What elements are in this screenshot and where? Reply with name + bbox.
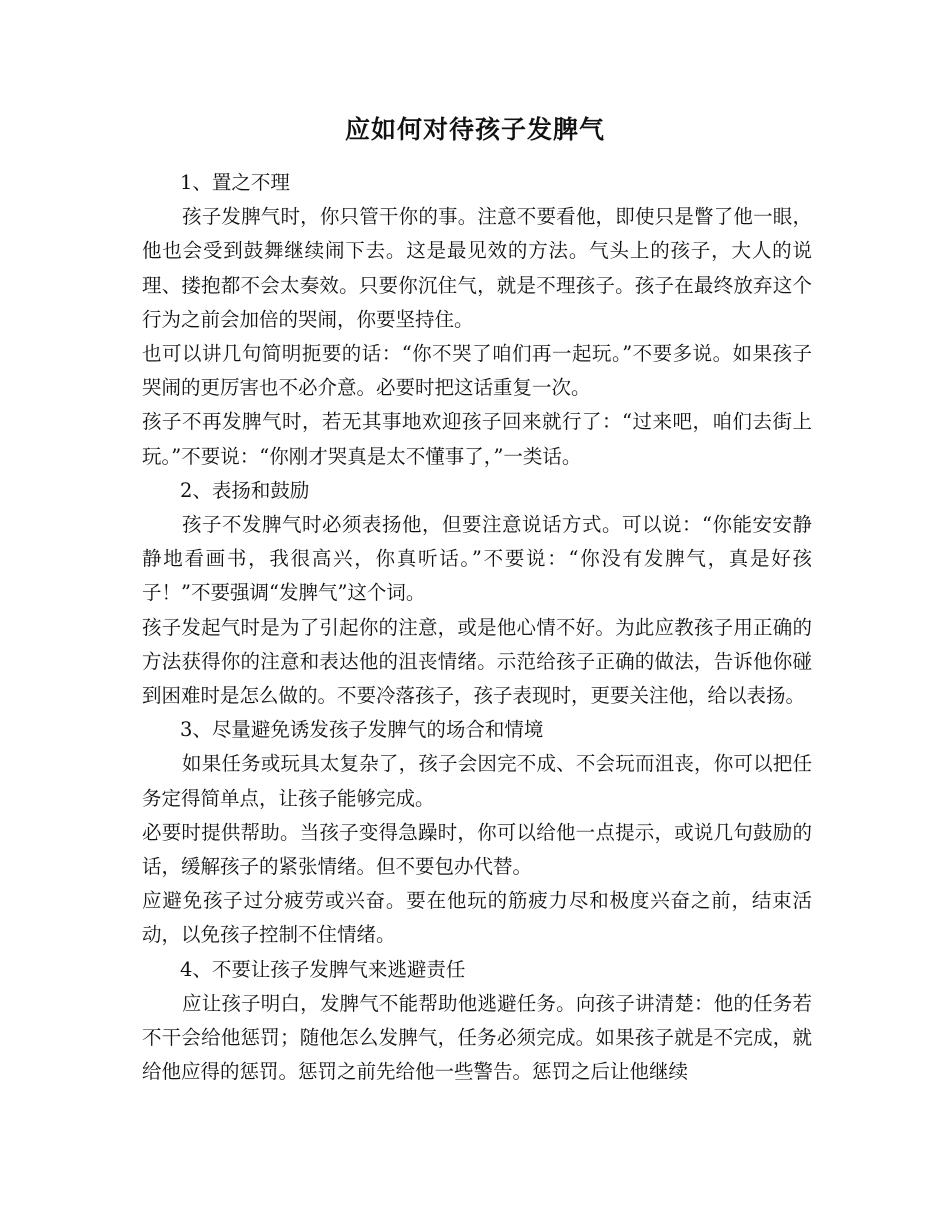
section-heading-3: 3、尽量避免诱发孩子发脾气的场合和情境 [180,718,544,742]
paragraph: 孩子发起气时是为了引起你的注意，或是他心情不好。为此应教孩子用正确的方法获得你的注意和表达他的沮丧情绪。示范给孩子正确的做法，告诉他你碰到困难时是怎么做的。不要冷落孩子，孩子表现时，更要关注他，给以表扬。 [142,615,812,708]
paragraph: 孩子发脾气时，你只管干你的事。注意不要看他，即使只是瞥了他一眼，他也会受到鼓舞继续闹下去。这是最见效的方法。气头上的孩子，大人的说理、搂抱都不会太奏效。只要你沉住气，就是不理孩子。孩子在最终放弃这个行为之前会加倍的哭闹，你要坚持住。 [142,205,812,331]
section-heading-1: 1、置之不理 [180,171,290,194]
document-title: 应如何对待孩子发脾气 [344,115,605,144]
paragraph: 也可以讲几句简明扼要的话：“你不哭了咱们再一起玩。”不要多说。如果孩子哭闹的更厉害也不必介意。必要时把这话重复一次。 [142,342,812,400]
paragraph: 如果任务或玩具太复杂了，孩子会因完不成、不会玩而沮丧，你可以把任务定得简单点，让孩子能够完成。 [142,752,812,810]
paragraph: 必要时提供帮助。当孩子变得急躁时，你可以给他一点提示，或说几句鼓励的话，缓解孩子的紧张情绪。但不要包办代替。 [142,820,812,879]
paragraph: 应避免孩子过分疲劳或兴奋。要在他玩的筋疲力尽和极度兴奋之前，结束活动，以免孩子控制不住情绪。 [142,889,812,947]
paragraph: 应让孩子明白，发脾气不能帮助他逃避任务。向孩子讲清楚：他的任务若不干会给他惩罚；随他怎么发脾气，任务必须完成。如果孩子就是不完成，就给他应得的惩罚。惩罚之前先给他一些警告。惩罚之后让他继续 [142,991,812,1084]
section-heading-2: 2、表扬和鼓励 [180,478,310,502]
document-body [142,166,812,1089]
paragraph: 孩子不再发脾气时，若无其事地欢迎孩子回来就行了：“过来吧，咱们去街上玩。”不要说：“你刚才哭真是太不懂事了，”一类话。 [142,410,812,468]
section-heading-4: 4、不要让孩子发脾气来逃避责任 [180,957,466,981]
paragraph: 孩子不发脾气时必须表扬他，但要注意说话方式。可以说：“你能安安静静地看画书，我很高兴，你真听话。”不要说：“你没有发脾气，真是好孩子！”不要强调“发脾气”这个词。 [142,513,812,605]
